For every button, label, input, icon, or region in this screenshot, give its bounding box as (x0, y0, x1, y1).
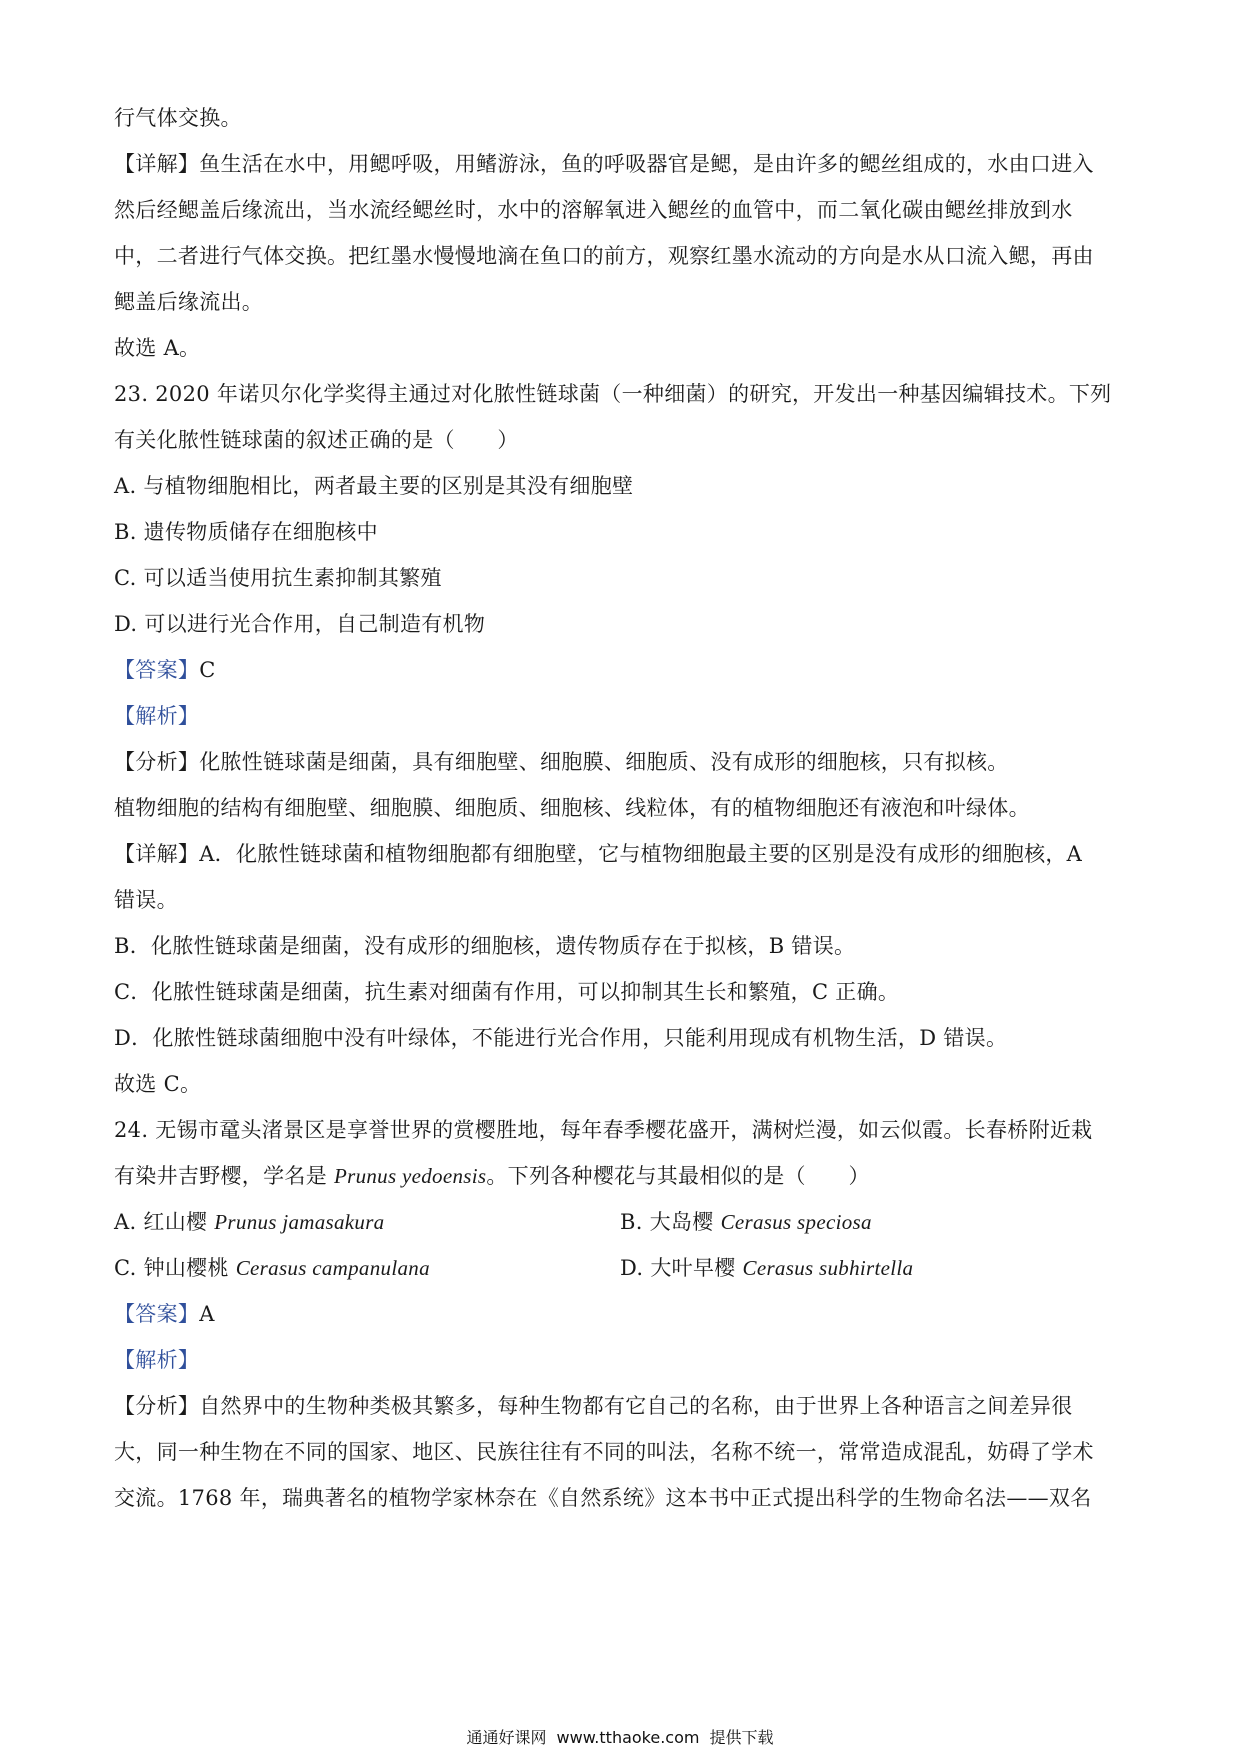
line-text: B. 遗传物质储存在细胞核中 (114, 520, 378, 544)
text-line (114, 1480, 1134, 1516)
answer-value: C (199, 658, 216, 682)
line-text: 自然界中的生物种类极其繁多，每种生物都有它自己的名称，由于世界上各种语言之间差异很 (199, 1394, 1073, 1418)
line-text: 23. 2020 年诺贝尔化学奖得主通过对化脓性链球菌（一种细菌）的研究，开发出一种基因编辑技术。下列 (114, 382, 1112, 406)
question-23-stem (114, 376, 1134, 412)
line-text: 有关化脓性链球菌的叙述正确的是（ ） (114, 428, 519, 452)
analysis-heading (114, 698, 1134, 734)
text-line (114, 192, 1134, 228)
analysis-paragraph (114, 1388, 1134, 1424)
options-row-1 (114, 1204, 1134, 1240)
line-text: B．化脓性链球菌是细菌，没有成形的细胞核，遗传物质存在于拟核，B 错误。 (114, 934, 856, 958)
detail-paragraph (114, 146, 1134, 182)
answer-tag: 【答案】 (114, 658, 200, 682)
text-line (114, 1434, 1134, 1470)
option-label: C. 钟山樱桃 (114, 1256, 236, 1280)
option-d (114, 606, 1134, 642)
line-text: 24. 无锡市鼋头渚景区是享誉世界的赏樱胜地，每年春季樱花盛开，满树烂漫，如云似霞。长春桥附近栽 (114, 1118, 1093, 1142)
latin-name: Cerasus campanulana (235, 1256, 430, 1280)
line-text: 行气体交换。 (114, 106, 242, 130)
line-text: A．化脓性链球菌和植物细胞都有细胞壁，它与植物细胞最主要的区别是没有成形的细胞核，A (199, 842, 1083, 866)
line-text: C．化脓性链球菌是细菌，抗生素对细菌有作用，可以抑制其生长和繁殖，C 正确。 (114, 980, 900, 1004)
options-row-2 (114, 1250, 1134, 1286)
option-c (114, 560, 1134, 596)
option-label: B. 大岛樱 (620, 1210, 721, 1234)
conclusion-line (114, 330, 1134, 366)
line-text: 化脓性链球菌是细菌，具有细胞壁、细胞膜、细胞质、没有成形的细胞核，只有拟核。 (199, 750, 1009, 774)
line-text: D. 可以进行光合作用，自己制造有机物 (114, 612, 486, 636)
analysis-tag: 【解析】 (114, 704, 200, 728)
text-line (114, 1020, 1134, 1056)
option-b (114, 514, 1134, 550)
option-label: A. 红山樱 (114, 1210, 215, 1234)
text-line (114, 790, 1134, 826)
line-text: 然后经鳃盖后缘流出，当水流经鳃丝时，水中的溶解氧进入鳃丝的血管中，而二氧化碳由鳃丝排放到水 (114, 198, 1073, 222)
option-c (114, 1256, 430, 1280)
question-24-stem-cont (114, 1158, 1134, 1194)
detail-tag: 【详解】 (114, 152, 200, 176)
line-text: 鱼生活在水中，用鳃呼吸，用鳍游泳，鱼的呼吸器官是鳃，是由许多的鳃丝组成的，水由口进入 (199, 152, 1094, 176)
line-text: 大，同一种生物在不同的国家、地区、民族往往有不同的叫法，名称不统一，常常造成混乱，妨碍了学术 (114, 1440, 1094, 1464)
line-text: 。下列各种樱花与其最相似的是（ ） (486, 1164, 870, 1188)
conclusion-line (114, 1066, 1134, 1102)
line-text: 故选 A。 (114, 336, 201, 360)
text-line (114, 974, 1134, 1010)
latin-name: Prunus jamasakura (214, 1210, 385, 1234)
line-text: A. 与植物细胞相比，两者最主要的区别是其没有细胞壁 (114, 474, 634, 498)
line-text: 有染井吉野樱，学名是 (114, 1164, 334, 1188)
line-text: 错误。 (114, 888, 178, 912)
page-footer (0, 1726, 1240, 1750)
detail-paragraph (114, 836, 1134, 872)
text-line (114, 238, 1134, 274)
line-text: 鳃盖后缘流出。 (114, 290, 264, 314)
footer-url[interactable]: www.tthaoke.com (556, 1728, 700, 1747)
analysis-sub-tag: 【分析】 (114, 1394, 200, 1418)
text-line (114, 284, 1134, 320)
option-b (620, 1204, 872, 1240)
analysis-tag: 【解析】 (114, 1348, 200, 1372)
line-text: C. 可以适当使用抗生素抑制其繁殖 (114, 566, 442, 590)
text-line (114, 928, 1134, 964)
answer-value: A (199, 1302, 215, 1326)
text-line (114, 882, 1134, 918)
answer-line (114, 652, 1134, 688)
analysis-sub-tag: 【分析】 (114, 750, 200, 774)
line-text: 中，二者进行气体交换。把红墨水慢慢地滴在鱼口的前方，观察红墨水流动的方向是水从口流入鳃，再由 (114, 244, 1094, 268)
analysis-paragraph (114, 744, 1134, 780)
analysis-heading (114, 1342, 1134, 1378)
line-text: 故选 C。 (114, 1072, 202, 1096)
option-d (620, 1250, 913, 1286)
latin-name: Cerasus subhirtella (742, 1256, 914, 1280)
question-24-stem (114, 1112, 1134, 1148)
line-text: D．化脓性链球菌细胞中没有叶绿体，不能进行光合作用，只能利用现成有机物生活，D 错误。 (114, 1026, 1008, 1050)
text-line (114, 100, 1134, 136)
option-a (114, 1210, 385, 1234)
line-text: 交流。1768 年，瑞典著名的植物学家林奈在《自然系统》这本书中正式提出科学的生物命名法——双名 (114, 1486, 1092, 1510)
option-label: D. 大叶早樱 (620, 1256, 743, 1280)
question-23-stem-cont (114, 422, 1134, 458)
detail-tag: 【详解】 (114, 842, 200, 866)
footer-note: 提供下载 (709, 1728, 774, 1747)
answer-line (114, 1296, 1134, 1332)
option-a (114, 468, 1134, 504)
answer-tag: 【答案】 (114, 1302, 200, 1326)
latin-name: Prunus yedoensis (333, 1164, 487, 1188)
line-text: 植物细胞的结构有细胞壁、细胞膜、细胞质、细胞核、线粒体，有的植物细胞还有液泡和叶绿体。 (114, 796, 1030, 820)
footer-site-name: 通通好课网 (466, 1728, 547, 1747)
latin-name: Cerasus speciosa (720, 1210, 872, 1234)
